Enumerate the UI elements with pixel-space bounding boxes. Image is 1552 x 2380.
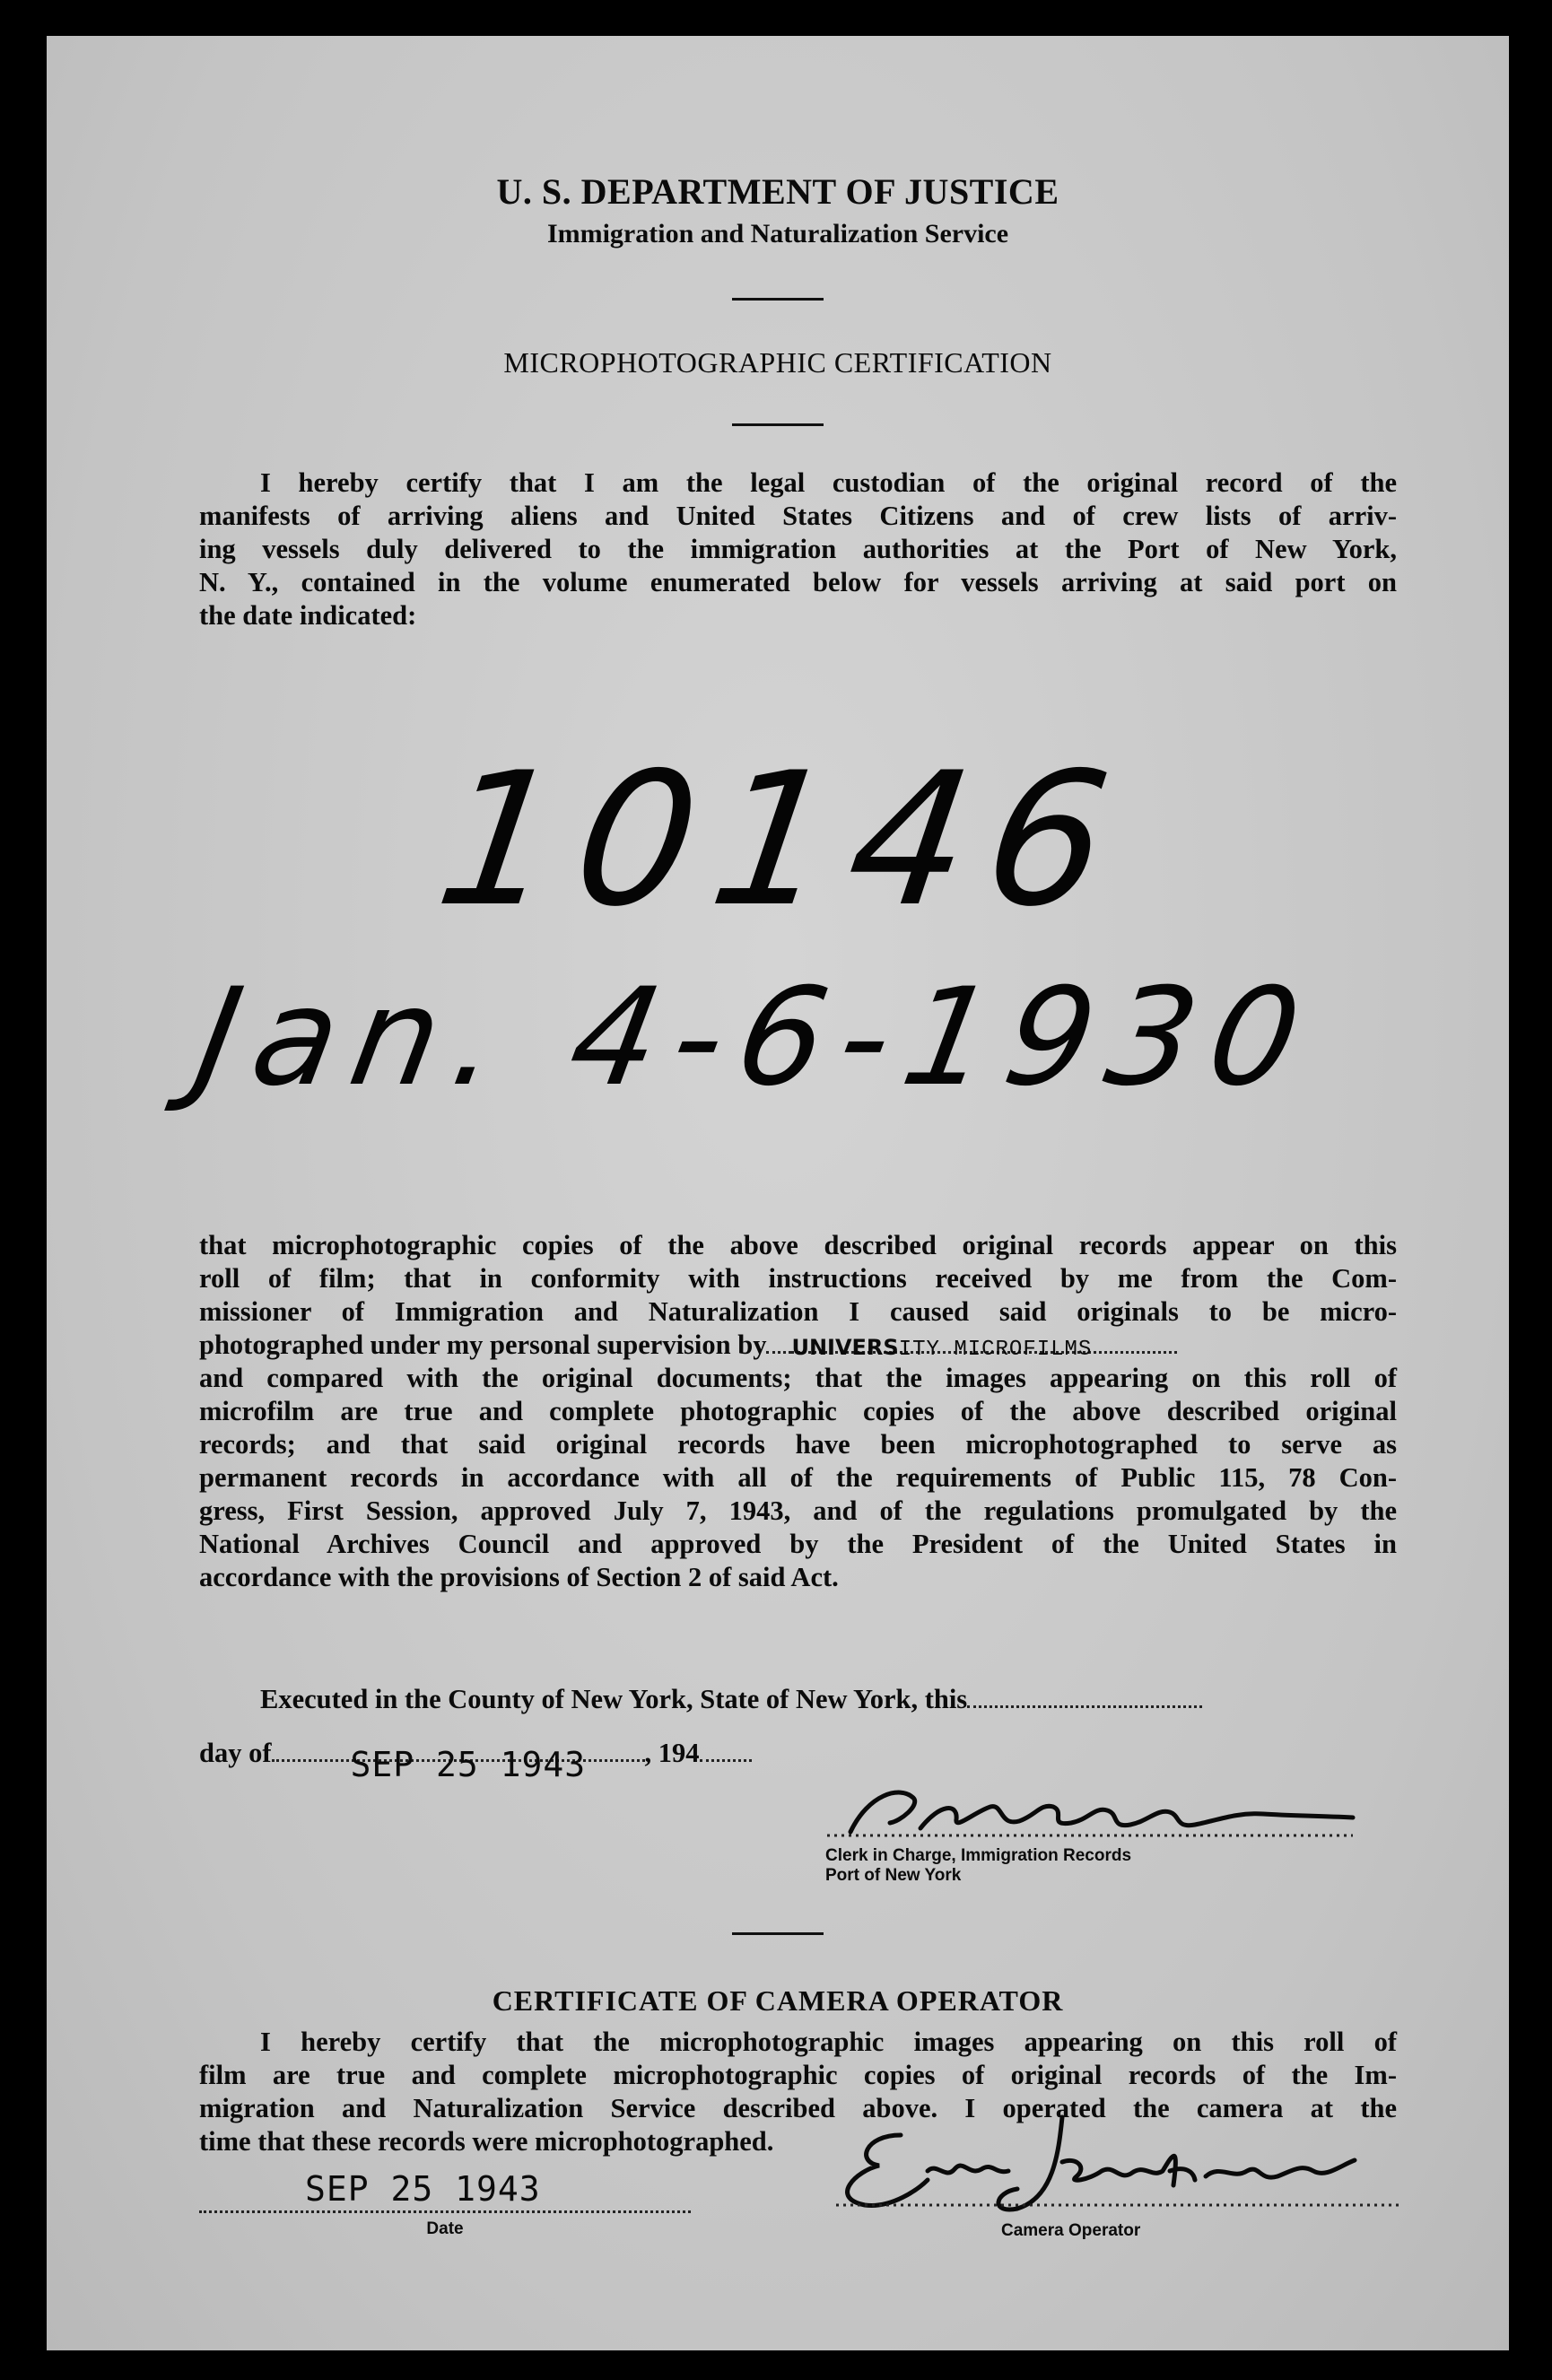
microfilm-company-field	[791, 1335, 1177, 1362]
text-line: gress, First Session, approved July 7, 1943, and of the regulations promulgated by the	[199, 1495, 1397, 1526]
execution-date-stamp: SEP 25 1943	[350, 1745, 587, 1784]
text-line: records; and that said original records have been microphotographed to serve as	[199, 1429, 1397, 1460]
operator-signature	[793, 2099, 1399, 2216]
day-of-label: day of	[199, 1738, 272, 1768]
executed-line	[199, 1683, 1397, 1716]
text-line: ing vessels duly delivered to the immigration authorities at the Port of New York,	[199, 534, 1397, 564]
execution-date-field	[272, 1745, 645, 1784]
clerk-signature	[815, 1776, 1371, 1848]
text-line: time that these records were microphotographed.	[199, 2126, 774, 2157]
text-line: microfilm are true and complete photographic copies of the above described original	[199, 1396, 1397, 1426]
divider	[732, 1932, 824, 1935]
certification-paragraph-2	[199, 1229, 1397, 1594]
text-line: the date indicated:	[199, 600, 417, 631]
text-line: roll of film; that in conformity with instructions received by me from the Com-	[199, 1263, 1397, 1294]
handwritten-volume-dates: Jan. 4-6-1930	[185, 960, 1327, 1116]
certification-title: MICROPHOTOGRAPHIC CERTIFICATION	[503, 346, 1052, 379]
dotted-leader	[766, 1351, 791, 1354]
company-stamp-bold: UNIVERS	[791, 1335, 899, 1360]
clerk-title: Clerk in Charge, Immigration Records	[825, 1846, 1132, 1865]
camera-operator-label: Camera Operator	[1001, 2221, 1141, 2240]
text-line: I hereby certify that the microphotographic images appearing on this roll of	[260, 2027, 1397, 2057]
divider	[732, 298, 824, 301]
dotted-line	[199, 2210, 691, 2213]
supervision-line	[199, 1329, 1397, 1362]
text-line: and compared with the original documents; that the images appearing on this roll of	[199, 1363, 1397, 1393]
text-line: National Archives Council and approved by the President of the United States in	[199, 1529, 1397, 1559]
handwritten-volume-number: 10146	[426, 734, 1140, 947]
certification-paragraph-1	[199, 466, 1397, 632]
text-line: I hereby certify that I am the legal custodian of the original record of the	[260, 467, 1397, 498]
text-line: N. Y., contained in the volume enumerated below for vessels arriving at said port on	[199, 567, 1397, 597]
clerk-port: Port of New York	[825, 1866, 962, 1885]
text-line: missioner of Immigration and Naturalization I caused said originals to be micro-	[199, 1296, 1397, 1327]
text-line: that microphotographic copies of the above described original records appear on this	[199, 1230, 1397, 1260]
operator-date-stamp: SEP 25 1943	[305, 2169, 541, 2209]
text-line: film are true and complete microphotographic copies of original records of the Im-	[199, 2060, 1397, 2090]
text-line: permanent records in accordance with all of the requirements of Public 115, 78 Con-	[199, 1462, 1397, 1493]
service-subheading: Immigration and Naturalization Service	[546, 219, 1009, 248]
department-heading: U. S. DEPARTMENT OF JUSTICE	[496, 171, 1059, 212]
dotted-leader	[967, 1705, 1202, 1708]
day-of-line	[199, 1737, 1397, 1784]
year-prefix: , 194	[644, 1738, 700, 1768]
camera-certificate-title: CERTIFICATE OF CAMERA OPERATOR	[492, 1984, 1064, 2017]
certificate-sheet	[47, 36, 1509, 2350]
supervision-prefix: photographed under my personal supervision by	[199, 1329, 767, 1360]
executed-text: Executed in the County of New York, State of New York, this	[260, 1684, 968, 1714]
text-line: manifests of arriving aliens and United States Citizens and of crew lists of arriv-	[199, 501, 1397, 531]
date-label: Date	[426, 2219, 464, 2238]
company-stamp-text: ITY MICROFILMS	[898, 1338, 1093, 1362]
divider	[732, 423, 824, 426]
text-line: accordance with the provisions of Section 2 of said Act.	[199, 1562, 839, 1592]
dotted-leader	[700, 1759, 752, 1762]
text-line: migration and Naturalization Service described above. I operated the camera at the	[199, 2093, 1397, 2123]
